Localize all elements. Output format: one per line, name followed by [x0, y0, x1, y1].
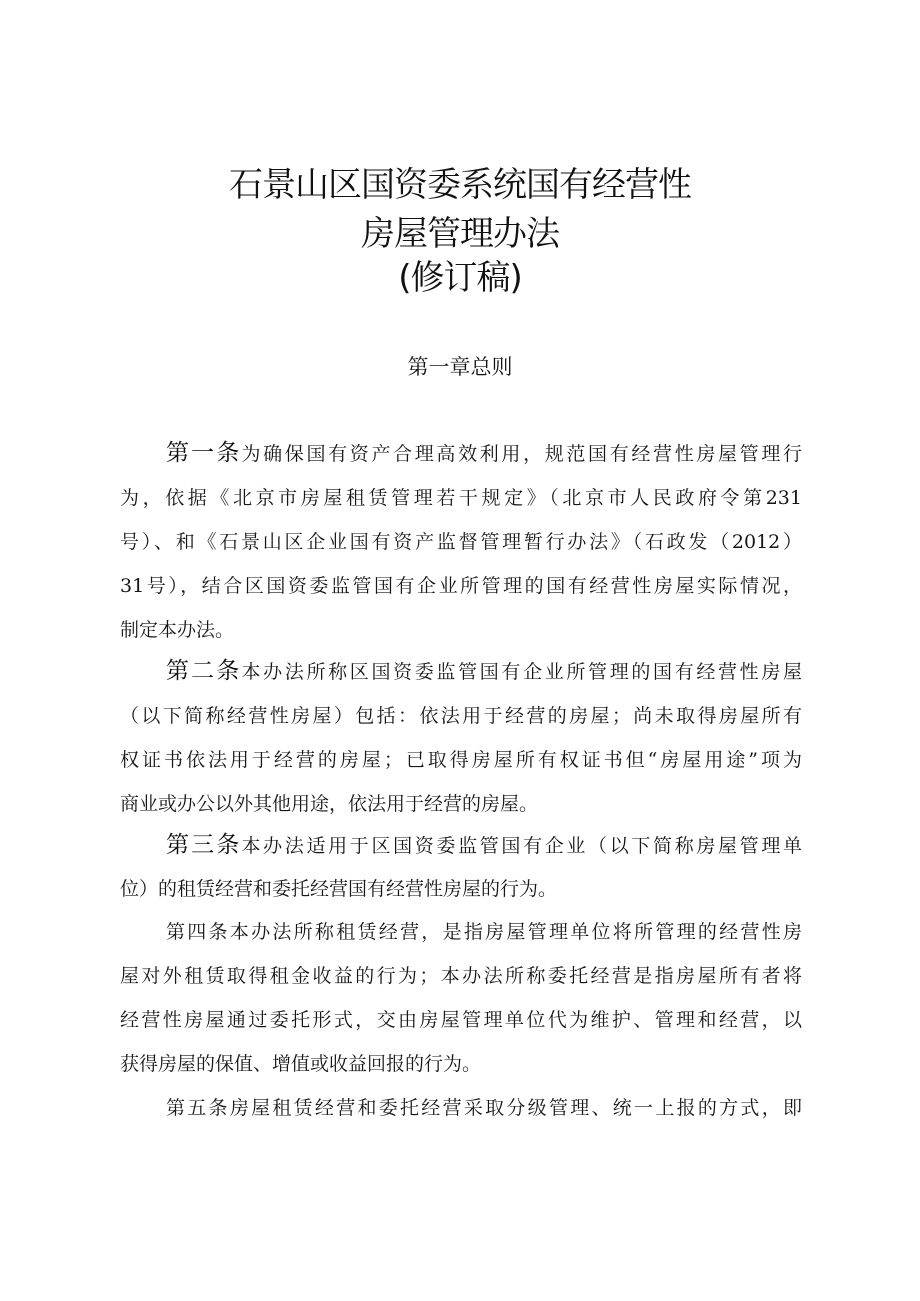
document-title-line-3: (修订稿) — [398, 258, 522, 298]
article-2-line-2: （以下简称经营性房屋）包括：依法用于经营的房屋；尚未取得房屋所有 — [120, 705, 802, 727]
article-5-line-1: 第五条房屋租赁经营和委托经营采取分级管理、统一上报的方式，即 — [166, 1097, 802, 1119]
article-2-line-3: 权证书依法用于经营的房屋；已取得房屋所有权证书但“房屋用途”项为 — [120, 749, 802, 771]
article-3-line-1 — [166, 830, 802, 861]
article-4-line-2: 屋对外租赁取得租金收益的行为；本办法所称委托经营是指房屋所有者将 — [120, 965, 802, 987]
article-4-line-3: 经营性房屋通过委托形式，交由房屋管理单位代为维护、管理和经营，以 — [120, 1009, 802, 1031]
article-2-label: 第二条 — [166, 658, 242, 684]
article-1-label: 第一条 — [166, 440, 242, 466]
article-3-label: 第三条 — [166, 832, 242, 858]
article-1-line-3: 号）、和《石景山区企业国有资产监督管理暂行办法》（石政发（2012） — [120, 531, 802, 553]
document-title-line-1: 石景山区国资委系统国有经营性 — [229, 165, 691, 205]
article-1-text: 为确保国有资产合理高效利用，规范国有经营性房屋管理行 — [241, 443, 802, 465]
article-1-line-4: 31号），结合区国资委监管国有企业所管理的国有经营性房屋实际情况， — [120, 575, 802, 597]
article-2-line-1 — [166, 656, 802, 687]
document-title-line-2: 房屋管理办法 — [361, 214, 559, 254]
article-1-line-5: 制定本办法。 — [120, 619, 235, 641]
article-4-line-1: 第四条本办法所称租赁经营，是指房屋管理单位将所管理的经营性房 — [166, 921, 802, 943]
chapter-heading: 第一章总则 — [407, 355, 513, 379]
article-3-line-2: 位）的租赁经营和委托经营国有经营性房屋的行为。 — [120, 878, 558, 900]
article-4-line-4: 获得房屋的保值、增值或收益回报的行为。 — [120, 1053, 482, 1075]
article-2-text: 本办法所称区国资委监管国有企业所管理的国有经营性房屋 — [241, 661, 802, 683]
article-1-line-2: 为，依据《北京市房屋租赁管理若干规定》（北京市人民政府令第231 — [120, 487, 802, 509]
article-1-line-1 — [166, 438, 802, 469]
article-2-line-4: 商业或办公以外其他用途，依法用于经营的房屋。 — [120, 793, 539, 815]
article-3-text: 本办法适用于区国资委监管国有企业（以下简称房屋管理单 — [241, 835, 802, 857]
